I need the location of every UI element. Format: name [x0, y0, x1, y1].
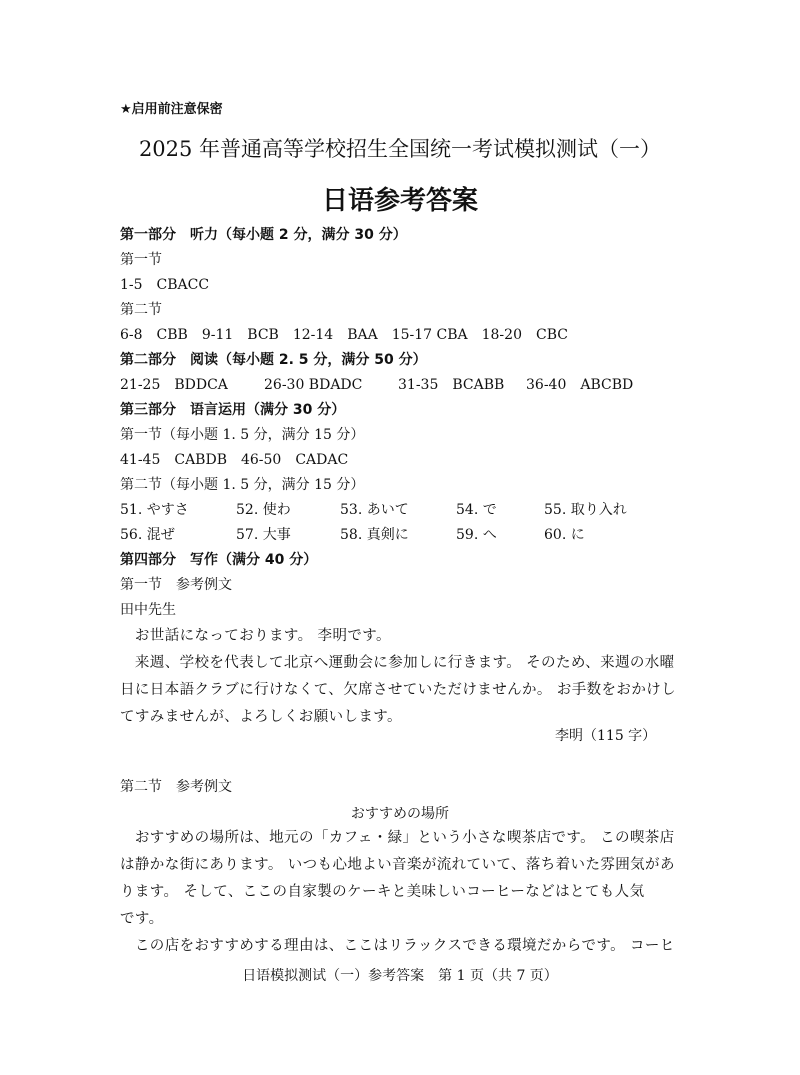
- answer-56: 56. 混ぜ: [120, 527, 175, 543]
- answer-57: 57. 大事: [236, 527, 291, 543]
- part3-sec1-answers: 41-45 CABDB 46-50 CADAC: [120, 452, 349, 468]
- part3-heading: 第三部分 语言运用（满分 30 分）: [120, 402, 346, 418]
- essay-line: おすすめの場所は、地元の「カフェ・緑」という小さな喫茶店です。 この喫茶店: [120, 830, 675, 846]
- essay-line: ります。 そして、ここの自家製のケーキと美味しいコーヒーなどはとても人気: [120, 884, 645, 900]
- answer-59: 59. へ: [456, 527, 497, 543]
- part1-heading: 第一部分 听力（每小题 2 分，满分 30 分）: [120, 227, 407, 243]
- part3-sec1-label: 第一节（每小题 1. 5 分，满分 15 分）: [120, 427, 365, 443]
- part1-sec1-answers: 1-5 CBACC: [120, 277, 210, 293]
- answer-60: 60. に: [544, 527, 585, 543]
- part4-sec1-label: 第一节 参考例文: [120, 577, 232, 593]
- page-footer: 日语模拟测试（一）参考答案 第 1 页（共 7 页）: [242, 968, 558, 984]
- answer-53: 53. あいて: [340, 502, 409, 518]
- essay-line: です。: [120, 911, 164, 927]
- essay-line: は静かな街にあります。 いつも心地よい音楽が流れていて、落ち着いた雰囲気があ: [120, 857, 675, 873]
- answer-51: 51. やすさ: [120, 502, 189, 518]
- answer-54: 54. で: [456, 502, 497, 518]
- letter-line: お世話になっております。 李明です。: [120, 628, 391, 644]
- exam-title: 2025 年普通高等学校招生全国统一考试模拟测试（一）: [138, 137, 662, 161]
- letter-line: てすみませんが、よろしくお願いします。: [120, 709, 402, 725]
- answer-55: 55. 取り入れ: [544, 502, 627, 518]
- answer-58: 58. 真剣に: [340, 527, 409, 543]
- part2-heading: 第二部分 阅读（每小题 2. 5 分，满分 50 分）: [120, 352, 427, 368]
- confidential-notice: ★启用前注意保密: [120, 102, 223, 117]
- doc-title: 日语参考答案: [321, 186, 478, 216]
- part4-heading: 第四部分 写作（满分 40 分）: [120, 552, 318, 568]
- essay-title: おすすめの場所: [350, 806, 450, 822]
- answer-52: 52. 使わ: [236, 502, 291, 518]
- letter-line: 来週、学校を代表して北京へ運動会に参加しに行きます。 そのため、来週の水曜: [120, 655, 675, 671]
- letter-salutation: 田中先生: [120, 602, 176, 618]
- part2-answer-2: 26-30 BDADC: [264, 377, 363, 393]
- essay-line: この店をおすすめする理由は、ここはリラックスできる環境だからです。 コーヒ: [120, 938, 675, 954]
- letter-line: 日に日本語クラブに行けなくて、欠席させていただけませんか。 お手数をおかけし: [120, 682, 677, 698]
- part2-answer-4: 36-40 ABCBD: [526, 377, 634, 393]
- part1-sec1-label: 第一节: [120, 252, 162, 268]
- part2-answer-3: 31-35 BCABB: [398, 377, 505, 393]
- part1-sec2-answers: 6-8 CBB 9-11 BCB 12-14 BAA 15-17 CBA 18-20 CBC: [120, 327, 568, 343]
- part1-sec2-label: 第二节: [120, 302, 162, 318]
- part4-sec2-label: 第二节 参考例文: [120, 779, 232, 795]
- part3-sec2-label: 第二节（每小题 1. 5 分，满分 15 分）: [120, 477, 365, 493]
- letter-signature: 李明（115 字）: [555, 728, 657, 744]
- part2-answer-1: 21-25 BDDCA: [120, 377, 228, 393]
